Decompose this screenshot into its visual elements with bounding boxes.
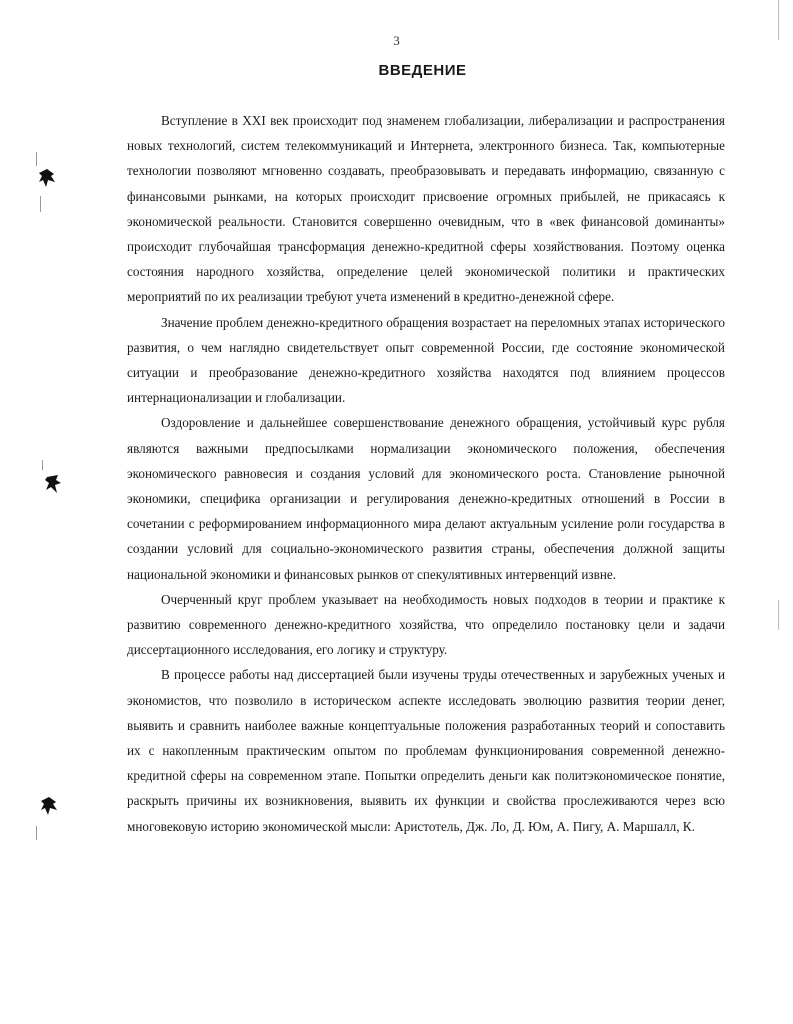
edge-tick bbox=[778, 600, 779, 630]
page-number: 3 bbox=[393, 33, 400, 48]
punch-hole-mark-top bbox=[38, 168, 56, 188]
paragraph-3: Оздоровление и дальнейшее совершенствование денежного обращения, устойчивый курс рубля являются важными предпосылками нормализации экономического положения, обеспечения экономического равновесия и создания условий для экономического роста. Становление рыночной экономики, специфика организации и регулирования денежно-кредитных отношений в России в сочетании с реформированием информационного мира делают актуальным усиление роли государства в создании условий для социально-экономического развития страны, обеспечения должной защиты национальной экономики и финансовых рынков от спекулятивных интервенций извне. bbox=[127, 415, 725, 582]
margin-tick bbox=[36, 152, 37, 166]
margin-tick bbox=[40, 196, 41, 212]
paragraph-4: Очерченный круг проблем указывает на необходимость новых подходов в теории и практике к развитию современного денежно-кредитного хозяйства, что определило постановку цели и задачи диссертационного исследования, его логику и структуру. bbox=[127, 591, 725, 658]
margin-tick bbox=[36, 826, 37, 840]
edge-tick bbox=[778, 0, 779, 40]
paragraph-2: Значение проблем денежно-кредитного обращения возрастает на переломных этапах исторического развития, о чем наглядно свидетельствует опыт современной России, где состояние экономической ситуации и преобразование денежно-кредитного хозяйства находятся под влиянием процессов интернационализации и глобализации. bbox=[127, 314, 725, 406]
paragraph-1: Вступление в XXI век происходит под знаменем глобализации, либерализации и распространения новых технологий, систем телекоммуникаций и Интернета, электронного бизнеса. Так, компьютерные технологии позволяют мгновенно создавать, преобразовывать и передавать информацию, связанную с финансовыми рынками, на которых происходит присвоение огромных прибылей, не прикасаясь к экономической реальности. Становится совершенно очевидным, что в «век финансовой доминанты» происходит глубочайшая трансформация денежно-кредитной сферы хозяйствования. Поэтому оценка состояния народного хозяйства, определение целей экономической политики и практических мероприятий по их реализации требуют учета изменений в кредитно-денежной сфере. bbox=[127, 113, 725, 305]
page-title: ВВЕДЕНИЕ bbox=[378, 62, 467, 79]
margin-tick bbox=[42, 460, 43, 470]
body-text bbox=[127, 108, 725, 839]
punch-hole-mark-middle bbox=[44, 474, 62, 494]
punch-hole-mark-bottom bbox=[40, 796, 58, 816]
paragraph-5: В процессе работы над диссертацией были изучены труды отечественных и зарубежных ученых и экономистов, что позволило в историческом аспекте исследовать эволюцию развития теории денег, выявить и сравнить наиболее важные концептуальные положения разработанных теорий и сопоставить их с накопленным практическим опытом по проблемам функционирования современной денежно-кредитной сферы на современном этапе. Попытки определить деньги как политэкономическое понятие, раскрыть причины их возникновения, выявить их функции и свойства прослеживаются через всю многовековую историю экономической мысли: Аристотель, Дж. Ло, Д. Юм, А. Пигу, А. Маршалл, К. bbox=[127, 667, 725, 834]
